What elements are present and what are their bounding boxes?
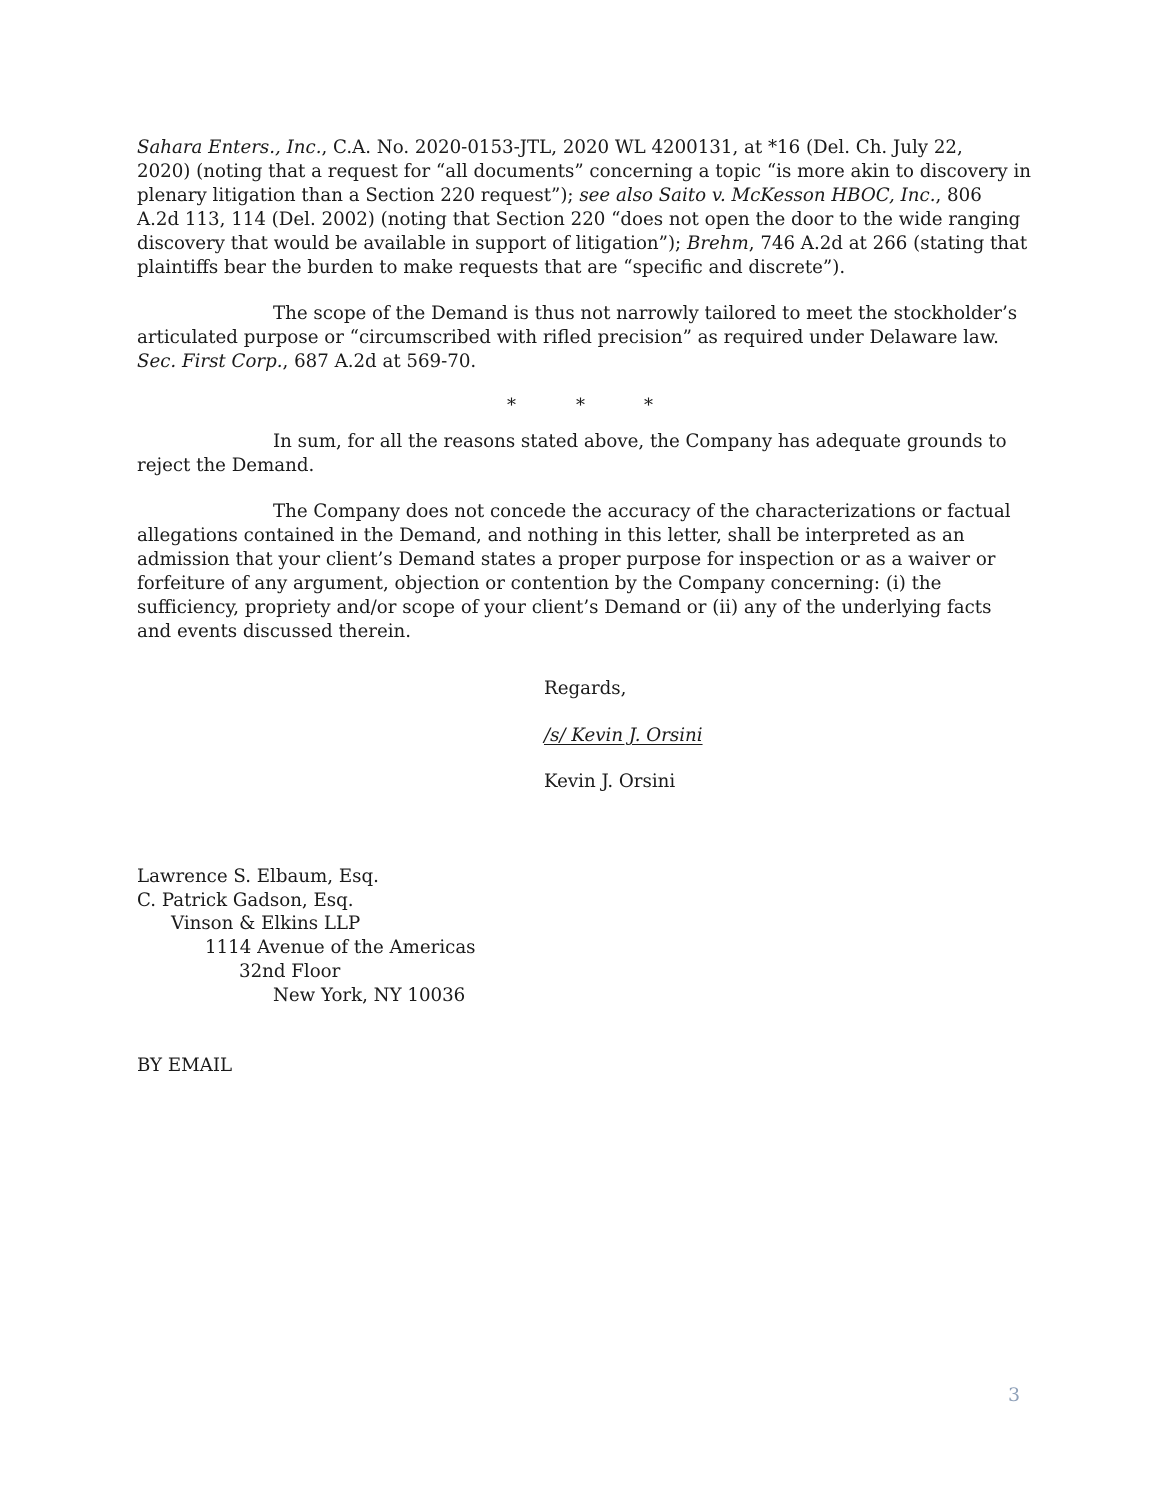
paragraph-reservation-of-rights [137, 500, 1027, 644]
paragraph-line: plaintiffs bear the burden to make requests that are “specific and discrete”). [137, 257, 846, 278]
citation-text: , 687 A.2d at 569-70. [282, 351, 477, 372]
paragraph-line: 2020) (noting that a request for “all documents” concerning a topic “is more akin to discovery in [137, 161, 1032, 182]
recipient-street: 1114 Avenue of the Americas [205, 937, 476, 958]
recipient-name: C. Patrick Gadson, Esq. [137, 890, 354, 911]
paragraph-line: forfeiture of any argument, objection or contention by the Company concerning: (i) the [137, 573, 942, 594]
paragraph-scope [137, 302, 1027, 374]
citation-text: , 806 [935, 185, 982, 206]
paragraph-line [137, 232, 1027, 256]
paragraph-line: The Company does not concede the accuracy of the characterizations or factual [273, 501, 1011, 522]
paragraph-line [137, 350, 1027, 374]
paragraph-line: sufficiency, propriety and/or scope of your client’s Demand or (ii) any of the underlying facts [137, 597, 992, 618]
paragraph-line: A.2d 113, 114 (Del. 2002) (noting that Section 220 “does not open the door to the wide ranging [137, 209, 1021, 230]
section-break-asterisk: * [507, 395, 516, 416]
page-number: 3 [1008, 1384, 1021, 1406]
paragraph-line: In sum, for all the reasons stated above, the Company has adequate grounds to [273, 431, 1007, 452]
signer-name: Kevin J. Orsini [544, 771, 676, 792]
paragraph-line: allegations contained in the Demand, and nothing in this letter, shall be interpreted as an [137, 525, 965, 546]
paragraph-line: The scope of the Demand is thus not narrowly tailored to meet the stockholder’s [273, 303, 1018, 324]
section-break [0, 394, 1159, 418]
paragraph-line: admission that your client’s Demand states a proper purpose for inspection or as a waiver or [137, 549, 996, 570]
electronic-signature: /s/ Kevin J. Orsini [544, 725, 703, 746]
paragraph-conclusion [137, 430, 1027, 478]
case-name: Brehm [686, 233, 749, 254]
paragraph-line: articulated purpose or “circumscribed with rifled precision” as required under Delaware law. [137, 327, 999, 348]
recipient-floor: 32nd Floor [239, 961, 341, 982]
paragraph-line: reject the Demand. [137, 455, 315, 476]
closing-salutation: Regards, [544, 678, 627, 699]
recipient-name: Lawrence S. Elbaum, Esq. [137, 866, 379, 887]
citation-text: , 746 A.2d at 266 (stating that [748, 233, 1028, 254]
paragraph-citations [137, 136, 1032, 280]
section-break-asterisk: * [576, 395, 585, 416]
paragraph-line [137, 136, 1027, 160]
section-break-asterisk: * [644, 395, 653, 416]
paragraph-line [137, 184, 1027, 208]
case-name: Sahara Enters., Inc. [137, 137, 322, 158]
citation-text: , C.A. No. 2020-0153-JTL, 2020 WL 4200131, at *16 (Del. Ch. July 22, [321, 137, 963, 158]
citation-text: plenary litigation than a Section 220 request”); [137, 185, 580, 206]
citation-text: discovery that would be available in support of litigation”); [137, 233, 687, 254]
recipient-firm: Vinson & Elkins LLP [171, 913, 361, 934]
case-name: Sec. First Corp. [137, 351, 283, 372]
delivery-method: BY EMAIL [137, 1055, 233, 1076]
recipient-city: New York, NY 10036 [273, 985, 466, 1006]
paragraph-line: and events discussed therein. [137, 621, 412, 642]
case-name: see also Saito v. McKesson HBOC, Inc. [579, 185, 936, 206]
